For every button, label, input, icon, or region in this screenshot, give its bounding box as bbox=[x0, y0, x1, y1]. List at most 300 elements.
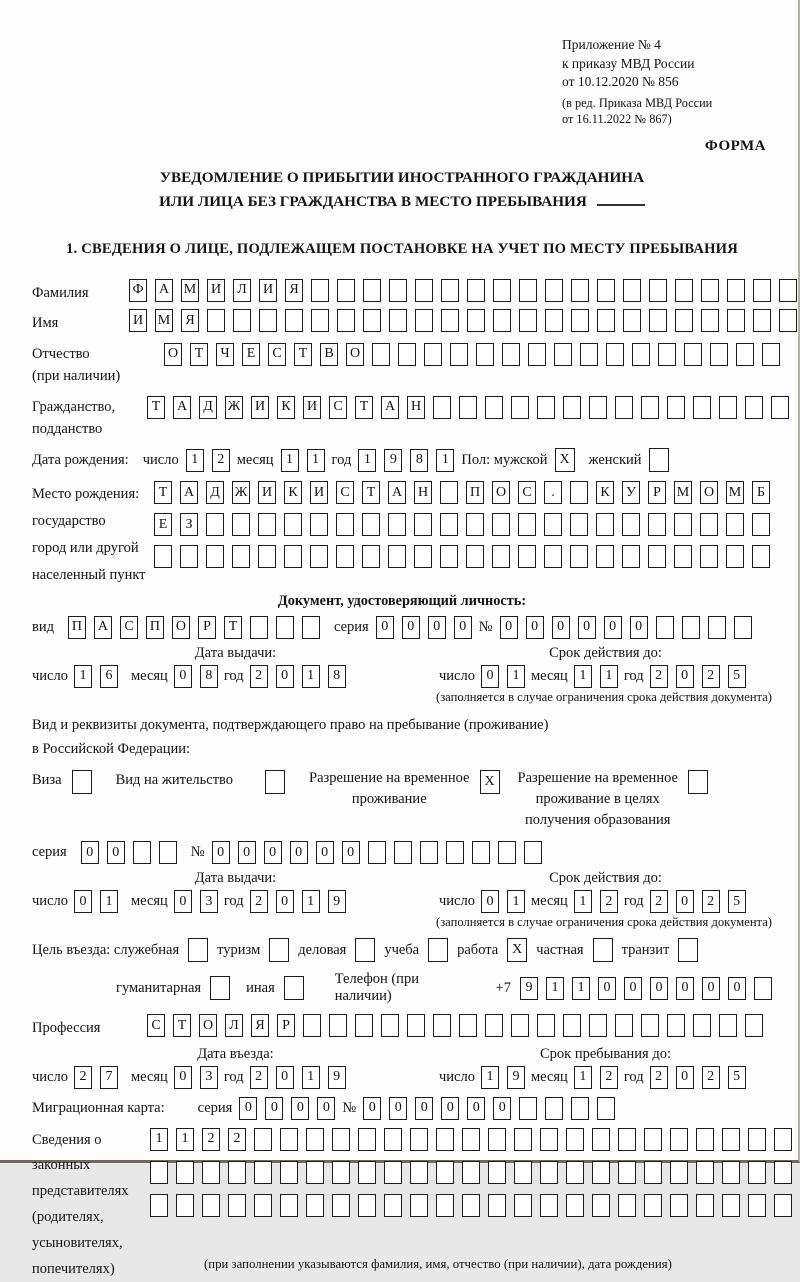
char-box[interactable] bbox=[206, 545, 224, 568]
char-box[interactable] bbox=[310, 545, 328, 568]
char-box[interactable]: 9 bbox=[507, 1066, 525, 1089]
char-box[interactable] bbox=[462, 1161, 480, 1184]
char-box[interactable] bbox=[722, 1128, 740, 1151]
purpose-transit-checkbox[interactable] bbox=[678, 938, 698, 962]
char-box[interactable] bbox=[566, 1161, 584, 1184]
char-box[interactable]: 0 bbox=[415, 1097, 433, 1120]
char-box[interactable] bbox=[303, 1014, 321, 1037]
char-box[interactable] bbox=[514, 1194, 532, 1217]
char-box[interactable] bbox=[618, 1161, 636, 1184]
char-box[interactable]: С bbox=[120, 616, 138, 639]
char-box[interactable]: 1 bbox=[572, 977, 590, 1000]
char-box[interactable]: 0 bbox=[604, 616, 622, 639]
char-box[interactable]: Б bbox=[752, 481, 770, 504]
char-box[interactable]: А bbox=[180, 481, 198, 504]
char-box[interactable]: 0 bbox=[441, 1097, 459, 1120]
char-box[interactable] bbox=[566, 1194, 584, 1217]
char-box[interactable]: С bbox=[147, 1014, 165, 1037]
char-box[interactable] bbox=[414, 545, 432, 568]
char-box[interactable] bbox=[332, 1194, 350, 1217]
char-box[interactable] bbox=[410, 1194, 428, 1217]
char-box[interactable] bbox=[150, 1161, 168, 1184]
char-box[interactable] bbox=[752, 513, 770, 536]
char-box[interactable]: А bbox=[155, 279, 173, 302]
char-box[interactable] bbox=[540, 1161, 558, 1184]
char-box[interactable] bbox=[563, 1014, 581, 1037]
char-box[interactable] bbox=[450, 343, 468, 366]
char-box[interactable] bbox=[159, 841, 177, 864]
char-box[interactable] bbox=[433, 396, 451, 419]
char-box[interactable] bbox=[493, 309, 511, 332]
char-box[interactable] bbox=[596, 513, 614, 536]
char-box[interactable] bbox=[623, 309, 641, 332]
char-box[interactable] bbox=[498, 841, 516, 864]
char-box[interactable]: О bbox=[346, 343, 364, 366]
char-box[interactable] bbox=[719, 396, 737, 419]
char-box[interactable]: Е bbox=[242, 343, 260, 366]
char-box[interactable]: 5 bbox=[728, 1066, 746, 1089]
char-box[interactable] bbox=[754, 977, 772, 1000]
char-box[interactable]: 2 bbox=[650, 665, 668, 688]
char-box[interactable]: 1 bbox=[358, 449, 376, 472]
char-box[interactable] bbox=[545, 309, 563, 332]
char-box[interactable] bbox=[284, 545, 302, 568]
char-box[interactable] bbox=[310, 513, 328, 536]
char-box[interactable] bbox=[618, 1194, 636, 1217]
char-box[interactable] bbox=[684, 343, 702, 366]
char-box[interactable] bbox=[644, 1161, 662, 1184]
char-box[interactable]: 0 bbox=[276, 1066, 294, 1089]
char-box[interactable] bbox=[674, 513, 692, 536]
char-box[interactable]: К bbox=[284, 481, 302, 504]
char-box[interactable]: Ф bbox=[129, 279, 147, 302]
char-box[interactable]: 1 bbox=[100, 890, 118, 913]
char-box[interactable]: 2 bbox=[250, 1066, 268, 1089]
char-box[interactable] bbox=[774, 1194, 792, 1217]
char-box[interactable]: 0 bbox=[276, 890, 294, 913]
char-box[interactable] bbox=[302, 616, 320, 639]
char-box[interactable] bbox=[381, 1014, 399, 1037]
char-box[interactable]: Я bbox=[285, 279, 303, 302]
char-box[interactable] bbox=[466, 513, 484, 536]
char-box[interactable] bbox=[336, 513, 354, 536]
char-box[interactable]: 0 bbox=[265, 1097, 283, 1120]
char-box[interactable]: Т bbox=[294, 343, 312, 366]
char-box[interactable] bbox=[726, 513, 744, 536]
char-box[interactable] bbox=[337, 279, 355, 302]
char-box[interactable]: Е bbox=[154, 513, 172, 536]
char-box[interactable] bbox=[748, 1194, 766, 1217]
char-box[interactable] bbox=[329, 1014, 347, 1037]
char-box[interactable]: И bbox=[129, 309, 147, 332]
char-box[interactable]: 2 bbox=[212, 449, 230, 472]
char-box[interactable]: 0 bbox=[428, 616, 446, 639]
char-box[interactable]: 0 bbox=[74, 890, 92, 913]
char-box[interactable]: 1 bbox=[546, 977, 564, 1000]
char-box[interactable] bbox=[779, 279, 797, 302]
char-box[interactable] bbox=[254, 1161, 272, 1184]
char-box[interactable] bbox=[563, 396, 581, 419]
char-box[interactable] bbox=[228, 1161, 246, 1184]
char-box[interactable] bbox=[514, 1161, 532, 1184]
char-box[interactable]: 0 bbox=[174, 1066, 192, 1089]
char-box[interactable] bbox=[596, 545, 614, 568]
char-box[interactable] bbox=[459, 1014, 477, 1037]
char-box[interactable] bbox=[280, 1128, 298, 1151]
char-box[interactable]: П bbox=[466, 481, 484, 504]
char-box[interactable] bbox=[485, 396, 503, 419]
char-box[interactable]: 0 bbox=[676, 1066, 694, 1089]
char-box[interactable]: Т bbox=[224, 616, 242, 639]
char-box[interactable] bbox=[332, 1128, 350, 1151]
char-box[interactable]: 0 bbox=[212, 841, 230, 864]
char-box[interactable] bbox=[306, 1161, 324, 1184]
char-box[interactable]: П bbox=[146, 616, 164, 639]
char-box[interactable] bbox=[466, 545, 484, 568]
char-box[interactable] bbox=[306, 1194, 324, 1217]
char-box[interactable] bbox=[592, 1128, 610, 1151]
char-box[interactable] bbox=[476, 343, 494, 366]
char-box[interactable] bbox=[779, 309, 797, 332]
char-box[interactable]: 0 bbox=[598, 977, 616, 1000]
char-box[interactable]: Ж bbox=[225, 396, 243, 419]
purpose-humanitarian-checkbox[interactable] bbox=[210, 976, 230, 1000]
char-box[interactable]: С bbox=[268, 343, 286, 366]
char-box[interactable]: 1 bbox=[574, 890, 592, 913]
char-box[interactable] bbox=[632, 343, 650, 366]
char-box[interactable]: С bbox=[518, 481, 536, 504]
char-box[interactable] bbox=[641, 396, 659, 419]
char-box[interactable]: 0 bbox=[676, 665, 694, 688]
char-box[interactable]: Н bbox=[407, 396, 425, 419]
char-box[interactable]: 5 bbox=[728, 665, 746, 688]
char-box[interactable]: 2 bbox=[702, 890, 720, 913]
char-box[interactable]: 0 bbox=[676, 977, 694, 1000]
char-box[interactable]: О bbox=[199, 1014, 217, 1037]
char-box[interactable] bbox=[440, 481, 458, 504]
residence-permit-checkbox[interactable] bbox=[265, 770, 285, 794]
char-box[interactable] bbox=[511, 396, 529, 419]
char-box[interactable] bbox=[389, 279, 407, 302]
char-box[interactable] bbox=[745, 396, 763, 419]
char-box[interactable]: О bbox=[492, 481, 510, 504]
char-box[interactable] bbox=[180, 545, 198, 568]
char-box[interactable]: 2 bbox=[702, 1066, 720, 1089]
char-box[interactable]: 0 bbox=[728, 977, 746, 1000]
char-box[interactable] bbox=[670, 1161, 688, 1184]
char-box[interactable]: В bbox=[320, 343, 338, 366]
char-box[interactable]: 0 bbox=[317, 1097, 335, 1120]
char-box[interactable] bbox=[700, 513, 718, 536]
char-box[interactable] bbox=[424, 343, 442, 366]
char-box[interactable]: 8 bbox=[328, 665, 346, 688]
char-box[interactable]: К bbox=[596, 481, 614, 504]
char-box[interactable] bbox=[719, 1014, 737, 1037]
char-box[interactable] bbox=[415, 279, 433, 302]
char-box[interactable]: 0 bbox=[676, 890, 694, 913]
char-box[interactable] bbox=[710, 343, 728, 366]
char-box[interactable]: 2 bbox=[650, 1066, 668, 1089]
char-box[interactable] bbox=[752, 545, 770, 568]
char-box[interactable] bbox=[623, 279, 641, 302]
char-box[interactable] bbox=[722, 1194, 740, 1217]
char-box[interactable]: Т bbox=[362, 481, 380, 504]
char-box[interactable] bbox=[436, 1194, 454, 1217]
char-box[interactable] bbox=[700, 545, 718, 568]
char-box[interactable]: 3 bbox=[200, 1066, 218, 1089]
char-box[interactable]: Я bbox=[181, 309, 199, 332]
char-box[interactable]: 0 bbox=[493, 1097, 511, 1120]
char-box[interactable] bbox=[762, 343, 780, 366]
char-box[interactable]: 2 bbox=[650, 890, 668, 913]
purpose-other-checkbox[interactable] bbox=[284, 976, 304, 1000]
char-box[interactable] bbox=[524, 841, 542, 864]
char-box[interactable] bbox=[589, 396, 607, 419]
char-box[interactable]: Р bbox=[198, 616, 216, 639]
char-box[interactable]: М bbox=[181, 279, 199, 302]
char-box[interactable]: 0 bbox=[467, 1097, 485, 1120]
char-box[interactable] bbox=[467, 309, 485, 332]
char-box[interactable]: 0 bbox=[291, 1097, 309, 1120]
char-box[interactable] bbox=[570, 545, 588, 568]
char-box[interactable] bbox=[358, 1194, 376, 1217]
char-box[interactable] bbox=[701, 309, 719, 332]
sex-female-checkbox[interactable] bbox=[649, 448, 669, 472]
char-box[interactable] bbox=[696, 1161, 714, 1184]
char-box[interactable]: И bbox=[258, 481, 276, 504]
char-box[interactable]: 9 bbox=[520, 977, 538, 1000]
purpose-business-checkbox[interactable] bbox=[355, 938, 375, 962]
char-box[interactable] bbox=[280, 1194, 298, 1217]
char-box[interactable] bbox=[570, 513, 588, 536]
char-box[interactable]: 1 bbox=[186, 449, 204, 472]
char-box[interactable]: Н bbox=[414, 481, 432, 504]
char-box[interactable] bbox=[311, 309, 329, 332]
char-box[interactable] bbox=[493, 279, 511, 302]
char-box[interactable] bbox=[488, 1194, 506, 1217]
char-box[interactable]: 0 bbox=[238, 841, 256, 864]
char-box[interactable]: 0 bbox=[402, 616, 420, 639]
char-box[interactable] bbox=[519, 309, 537, 332]
char-box[interactable] bbox=[570, 481, 588, 504]
char-box[interactable]: И bbox=[251, 396, 269, 419]
char-box[interactable]: 2 bbox=[202, 1128, 220, 1151]
char-box[interactable] bbox=[748, 1161, 766, 1184]
char-box[interactable] bbox=[537, 396, 555, 419]
char-box[interactable] bbox=[284, 513, 302, 536]
char-box[interactable] bbox=[233, 309, 251, 332]
char-box[interactable] bbox=[753, 279, 771, 302]
char-box[interactable] bbox=[644, 1194, 662, 1217]
char-box[interactable]: 1 bbox=[302, 665, 320, 688]
purpose-work-checkbox[interactable]: X bbox=[507, 938, 527, 962]
char-box[interactable]: . bbox=[544, 481, 562, 504]
char-box[interactable]: Ж bbox=[232, 481, 250, 504]
char-box[interactable]: 1 bbox=[574, 665, 592, 688]
char-box[interactable] bbox=[726, 545, 744, 568]
char-box[interactable] bbox=[518, 545, 536, 568]
char-box[interactable] bbox=[232, 513, 250, 536]
char-box[interactable] bbox=[675, 279, 693, 302]
char-box[interactable] bbox=[384, 1194, 402, 1217]
char-box[interactable]: И bbox=[310, 481, 328, 504]
char-box[interactable] bbox=[250, 616, 268, 639]
char-box[interactable] bbox=[462, 1194, 480, 1217]
char-box[interactable] bbox=[566, 1128, 584, 1151]
char-box[interactable] bbox=[441, 309, 459, 332]
char-box[interactable]: 1 bbox=[574, 1066, 592, 1089]
char-box[interactable] bbox=[311, 279, 329, 302]
char-box[interactable]: Д bbox=[206, 481, 224, 504]
char-box[interactable] bbox=[597, 279, 615, 302]
char-box[interactable]: Т bbox=[147, 396, 165, 419]
char-box[interactable]: И bbox=[207, 279, 225, 302]
char-box[interactable] bbox=[232, 545, 250, 568]
char-box[interactable]: 0 bbox=[81, 841, 99, 864]
char-box[interactable]: 0 bbox=[481, 665, 499, 688]
char-box[interactable]: П bbox=[68, 616, 86, 639]
char-box[interactable]: 7 bbox=[100, 1066, 118, 1089]
char-box[interactable]: Л bbox=[225, 1014, 243, 1037]
char-box[interactable]: 2 bbox=[250, 665, 268, 688]
char-box[interactable]: У bbox=[622, 481, 640, 504]
char-box[interactable]: О bbox=[700, 481, 718, 504]
char-box[interactable]: 1 bbox=[436, 449, 454, 472]
char-box[interactable] bbox=[675, 309, 693, 332]
char-box[interactable]: 1 bbox=[507, 890, 525, 913]
char-box[interactable]: Р bbox=[277, 1014, 295, 1037]
char-box[interactable] bbox=[544, 513, 562, 536]
char-box[interactable]: 2 bbox=[228, 1128, 246, 1151]
char-box[interactable]: С bbox=[329, 396, 347, 419]
char-box[interactable]: Д bbox=[199, 396, 217, 419]
char-box[interactable] bbox=[592, 1194, 610, 1217]
char-box[interactable] bbox=[415, 309, 433, 332]
char-box[interactable]: 3 bbox=[200, 890, 218, 913]
char-box[interactable]: 2 bbox=[702, 665, 720, 688]
char-box[interactable] bbox=[701, 279, 719, 302]
char-box[interactable] bbox=[154, 545, 172, 568]
char-box[interactable] bbox=[206, 513, 224, 536]
char-box[interactable]: 0 bbox=[174, 890, 192, 913]
char-box[interactable]: Т bbox=[154, 481, 172, 504]
char-box[interactable] bbox=[276, 616, 294, 639]
char-box[interactable] bbox=[693, 396, 711, 419]
char-box[interactable]: А bbox=[388, 481, 406, 504]
char-box[interactable] bbox=[648, 545, 666, 568]
char-box[interactable]: О bbox=[172, 616, 190, 639]
char-box[interactable] bbox=[337, 309, 355, 332]
char-box[interactable] bbox=[440, 513, 458, 536]
char-box[interactable] bbox=[618, 1128, 636, 1151]
char-box[interactable]: С bbox=[336, 481, 354, 504]
char-box[interactable] bbox=[528, 343, 546, 366]
char-box[interactable] bbox=[641, 1014, 659, 1037]
char-box[interactable]: 0 bbox=[107, 841, 125, 864]
char-box[interactable]: 9 bbox=[328, 1066, 346, 1089]
char-box[interactable] bbox=[363, 279, 381, 302]
char-box[interactable] bbox=[336, 545, 354, 568]
char-box[interactable] bbox=[207, 309, 225, 332]
char-box[interactable]: 0 bbox=[630, 616, 648, 639]
char-box[interactable]: 0 bbox=[454, 616, 472, 639]
char-box[interactable] bbox=[519, 279, 537, 302]
char-box[interactable] bbox=[202, 1161, 220, 1184]
char-box[interactable] bbox=[258, 513, 276, 536]
char-box[interactable] bbox=[389, 309, 407, 332]
char-box[interactable] bbox=[511, 1014, 529, 1037]
char-box[interactable] bbox=[682, 616, 700, 639]
char-box[interactable]: 0 bbox=[290, 841, 308, 864]
char-box[interactable] bbox=[589, 1014, 607, 1037]
char-box[interactable]: 1 bbox=[507, 665, 525, 688]
purpose-tourism-checkbox[interactable] bbox=[269, 938, 289, 962]
char-box[interactable] bbox=[259, 309, 277, 332]
char-box[interactable] bbox=[696, 1194, 714, 1217]
char-box[interactable] bbox=[708, 616, 726, 639]
char-box[interactable] bbox=[615, 1014, 633, 1037]
char-box[interactable] bbox=[372, 343, 390, 366]
char-box[interactable]: 1 bbox=[302, 1066, 320, 1089]
char-box[interactable] bbox=[462, 1128, 480, 1151]
char-box[interactable]: И bbox=[259, 279, 277, 302]
char-box[interactable] bbox=[362, 545, 380, 568]
char-box[interactable] bbox=[363, 309, 381, 332]
char-box[interactable] bbox=[362, 513, 380, 536]
char-box[interactable] bbox=[658, 343, 676, 366]
char-box[interactable]: К bbox=[277, 396, 295, 419]
char-box[interactable] bbox=[518, 513, 536, 536]
char-box[interactable] bbox=[488, 1128, 506, 1151]
char-box[interactable]: 1 bbox=[74, 665, 92, 688]
char-box[interactable] bbox=[176, 1194, 194, 1217]
char-box[interactable] bbox=[202, 1194, 220, 1217]
char-box[interactable] bbox=[727, 309, 745, 332]
char-box[interactable] bbox=[358, 1128, 376, 1151]
char-box[interactable]: Ч bbox=[216, 343, 234, 366]
char-box[interactable]: 0 bbox=[624, 977, 642, 1000]
char-box[interactable]: 2 bbox=[600, 890, 618, 913]
char-box[interactable]: Я bbox=[251, 1014, 269, 1037]
char-box[interactable] bbox=[606, 343, 624, 366]
char-box[interactable] bbox=[407, 1014, 425, 1037]
char-box[interactable] bbox=[446, 841, 464, 864]
char-box[interactable] bbox=[554, 343, 572, 366]
char-box[interactable]: 1 bbox=[481, 1066, 499, 1089]
temp-residence-edu-checkbox[interactable] bbox=[688, 770, 708, 794]
char-box[interactable] bbox=[540, 1128, 558, 1151]
char-box[interactable] bbox=[649, 279, 667, 302]
char-box[interactable] bbox=[492, 545, 510, 568]
char-box[interactable]: 8 bbox=[200, 665, 218, 688]
char-box[interactable] bbox=[545, 279, 563, 302]
char-box[interactable]: Т bbox=[173, 1014, 191, 1037]
char-box[interactable] bbox=[571, 279, 589, 302]
char-box[interactable]: 1 bbox=[176, 1128, 194, 1151]
char-box[interactable] bbox=[433, 1014, 451, 1037]
char-box[interactable]: А bbox=[381, 396, 399, 419]
char-box[interactable] bbox=[597, 1097, 615, 1120]
char-box[interactable]: М bbox=[155, 309, 173, 332]
char-box[interactable] bbox=[368, 841, 386, 864]
char-box[interactable] bbox=[722, 1161, 740, 1184]
purpose-private-checkbox[interactable] bbox=[593, 938, 613, 962]
char-box[interactable] bbox=[440, 545, 458, 568]
char-box[interactable] bbox=[734, 616, 752, 639]
char-box[interactable] bbox=[670, 1128, 688, 1151]
char-box[interactable] bbox=[774, 1128, 792, 1151]
char-box[interactable] bbox=[485, 1014, 503, 1037]
